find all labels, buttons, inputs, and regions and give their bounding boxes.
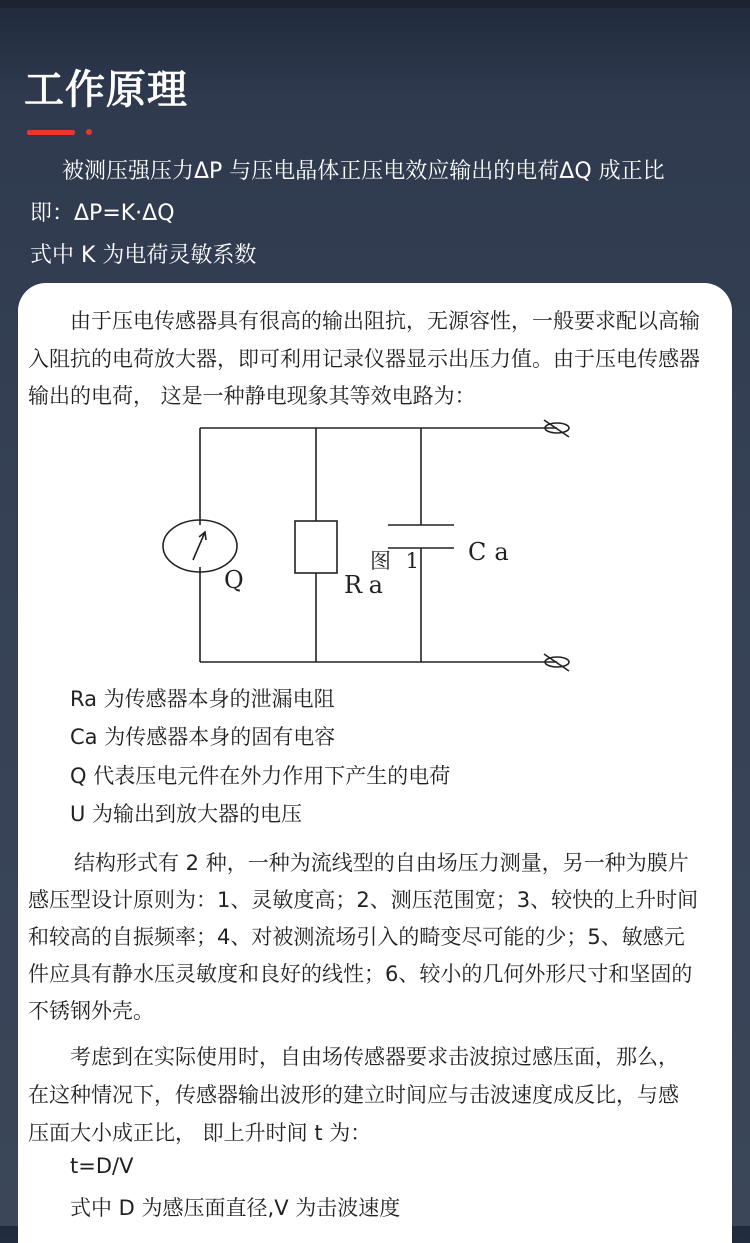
section-title: 工作原理 xyxy=(24,67,188,113)
content-card xyxy=(18,283,732,1243)
intro-line: 即：ΔP=K·ΔQ xyxy=(30,201,175,226)
title-accent-line xyxy=(27,130,75,135)
formula-note: 式中 D 为感压面直径,V 为击波速度 xyxy=(70,1196,401,1220)
equivalent-circuit-diagram xyxy=(160,418,600,683)
label-ca: Ca xyxy=(468,538,517,566)
legend-item: Q 代表压电元件在外力作用下产生的电荷 xyxy=(70,764,451,788)
intro-line: 被测压强压力ΔP 与压电晶体正压电效应输出的电荷ΔQ 成正比 xyxy=(62,159,665,184)
paragraph-line: 压面大小成正比， 即上升时间 t 为： xyxy=(28,1121,372,1145)
label-ra: Ra xyxy=(344,571,389,599)
paragraph-line: 考虑到在实际使用时，自由场传感器要求击波掠过感压面，那么， xyxy=(70,1045,679,1069)
paragraph-line: 入阻抗的电荷放大器，即可利用记录仪器显示出压力值。由于压电传感器 xyxy=(28,347,700,371)
formula: t=D/V xyxy=(70,1154,134,1178)
paragraph-line: 在这种情况下，传感器输出波形的建立时间应与击波速度成反比，与感 xyxy=(28,1083,679,1107)
label-q: Q xyxy=(224,566,244,594)
legend-item: Ra 为传感器本身的泄漏电阻 xyxy=(70,687,335,711)
legend-item: U 为输出到放大器的电压 xyxy=(70,802,303,826)
paragraph-line: 和较高的自振频率；4、对被测流场引入的畸变尽可能的少；5、敏感元 xyxy=(28,925,685,949)
legend-item: Ca 为传感器本身的固有电容 xyxy=(70,725,336,749)
figure-caption: 图 1 xyxy=(370,549,424,573)
paragraph-line: 结构形式有 2 种，一种为流线型的自由场压力测量，另一种为膜片 xyxy=(74,851,689,875)
paragraph-line: 输出的电荷， 这是一种静电现象其等效电路为： xyxy=(28,384,476,408)
top-bar xyxy=(0,0,750,8)
paragraph-line: 件应具有静水压灵敏度和良好的线性；6、较小的几何外形尺寸和坚固的 xyxy=(28,962,693,986)
paragraph-line: 由于压电传感器具有很高的输出阻抗，无源容性，一般要求配以高输 xyxy=(70,309,700,333)
charge-source-symbol xyxy=(163,520,237,572)
title-accent-dot xyxy=(86,129,92,135)
paragraph-line: 不锈钢外壳。 xyxy=(28,999,154,1023)
resistor-symbol xyxy=(295,521,337,573)
intro-line: 式中 K 为电荷灵敏系数 xyxy=(30,243,257,268)
paragraph-line: 感压型设计原则为：1、灵敏度高；2、测压范围宽；3、较快的上升时间 xyxy=(28,888,699,912)
